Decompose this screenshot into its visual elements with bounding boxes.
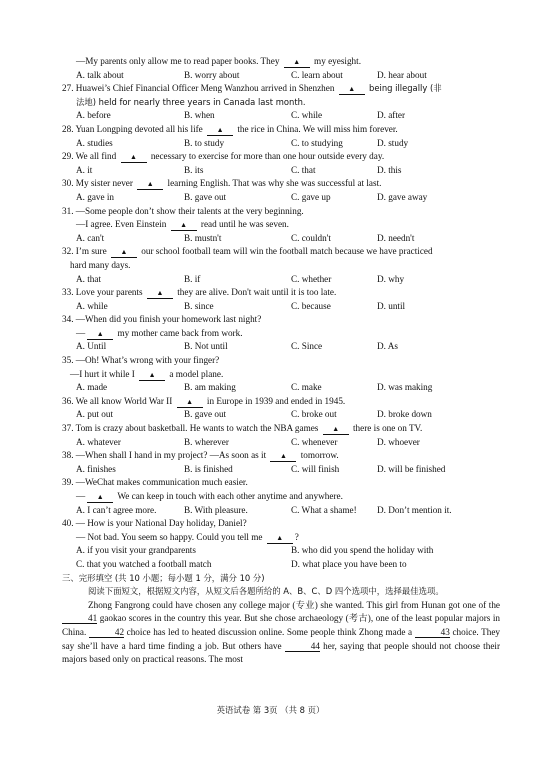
q28-stem: 28. Yuan Longping devoted all his life ▲ the rice in China. We will miss him forever. <box>62 123 398 134</box>
q31-reply: —I agree. Even Einstein ▲ read until he was seven. <box>76 219 289 230</box>
q39-stem: 39. —WeChat makes communication much easier. <box>62 477 248 488</box>
q31-options <box>62 232 500 246</box>
option-b: B. is finished <box>184 463 233 474</box>
q35-options <box>62 381 500 395</box>
option-b: B. since <box>184 300 214 311</box>
q40-stem: 40. — How is your National Day holiday, Daniel? <box>62 518 247 529</box>
option-b: B. mustn't <box>184 232 222 243</box>
option-b: B. am making <box>184 382 236 393</box>
q40-options-row1 <box>62 544 500 558</box>
q27-stem: 27. Huawei’s Chief Financial Officer Meng Wanzhou arrived in Shenzhen ▲ being illegally (非 <box>62 83 442 94</box>
answer-blank: ▲ <box>147 287 173 299</box>
q32-options <box>62 273 500 287</box>
option-d: D. hear about <box>377 69 427 80</box>
answer-blank: ▲ <box>137 178 163 190</box>
q26-options <box>62 69 500 83</box>
option-c: C. What a shame! <box>291 504 357 515</box>
option-c: C. couldn't <box>291 232 331 243</box>
option-b: B. worry about <box>184 69 240 80</box>
option-a: A. made <box>76 382 108 393</box>
option-c: C. while <box>291 110 323 121</box>
answer-blank: ▲ <box>87 491 113 503</box>
section-3-title: 三、完形填空 (共 10 小题；每小题 1 分，满分 10 分) <box>62 572 265 583</box>
q26-stem: —My parents only allow me to read paper books. They ▲ my eyesight. <box>76 56 361 66</box>
option-b: B. With pleasure. <box>184 504 248 515</box>
option-c: C. gave up <box>291 191 331 202</box>
q35-reply: —I hurt it while I ▲ a model plane. <box>70 368 224 379</box>
q37-stem: 37. Tom is crazy about basketball. He wants to watch the NBA games ▲ there is one on TV. <box>62 423 423 434</box>
q29-stem: 29. We all find ▲ necessary to exercise for more than one hour outside every day. <box>62 151 385 162</box>
q34-stem: 34. —When did you finish your homework last night? <box>62 314 262 325</box>
option-a: A. can't <box>76 232 105 243</box>
answer-blank: ▲ <box>177 396 203 408</box>
q33-options <box>62 300 500 314</box>
option-a: A. that <box>76 273 102 284</box>
q36-stem: 36. We all know World War II ▲ in Europe in 1939 and ended in 1945. <box>62 395 346 406</box>
option-a: A. if you visit your grandparents <box>76 545 196 556</box>
q40-reply: — Not bad. You seem so happy. Could you tell me ▲ ? <box>76 531 299 542</box>
q39-reply: — ▲ We can keep in touch with each other anytime and anywhere. <box>76 491 343 501</box>
q31-stem: 31. —Some people don’t show their talents at the very beginning. <box>62 205 304 216</box>
answer-blank: ▲ <box>207 124 233 136</box>
option-d: D. was making <box>377 382 433 393</box>
option-c: C. whenever <box>291 436 338 447</box>
q40-options-row2 <box>62 558 500 572</box>
q36-options <box>62 408 500 422</box>
answer-blank: ▲ <box>171 219 197 231</box>
option-a: A. I can’t agree more. <box>76 504 157 515</box>
option-a: A. whatever <box>76 436 121 447</box>
option-d: D. what place you have been to <box>291 558 407 569</box>
option-b: B. Not until <box>184 341 228 352</box>
option-d: D. whoever <box>377 436 420 447</box>
option-b: B. to study <box>184 137 225 148</box>
page-footer: 英语试卷 第 3页 （共 8 页） <box>216 705 325 715</box>
q37-options <box>62 436 500 450</box>
option-c: C. because <box>291 300 331 311</box>
answer-blank: ▲ <box>267 532 293 544</box>
option-a: A. talk about <box>76 69 124 80</box>
option-b: B. if <box>184 273 201 284</box>
option-d: D. after <box>377 110 406 121</box>
answer-blank: ▲ <box>111 246 137 258</box>
option-c: C. that <box>291 164 316 175</box>
q34-options <box>62 340 500 354</box>
option-d: D. gave away <box>377 191 428 202</box>
question-block <box>62 55 500 667</box>
option-c: C. that you watched a football match <box>76 558 212 569</box>
option-b: B. who did you spend the holiday with <box>291 545 434 556</box>
option-d: D. will be finished <box>377 463 446 474</box>
q29-options <box>62 164 500 178</box>
q33-stem: 33. Love your parents ▲ they are alive. Don't wait until it is too late. <box>62 287 337 298</box>
blank-44: 44 <box>285 641 320 652</box>
q27-options <box>62 109 500 123</box>
option-a: A. before <box>76 110 111 121</box>
option-b: B. its <box>184 164 204 175</box>
q38-options <box>62 463 500 477</box>
option-c: C. Since <box>291 341 323 352</box>
q38-stem: 38. —When shall I hand in my project? —As soon as it ▲ tomorrow. <box>62 450 339 461</box>
answer-blank: ▲ <box>339 83 365 95</box>
option-a: A. while <box>76 300 108 311</box>
option-b: B. gave out <box>184 191 227 202</box>
blank-41: 41 <box>62 613 97 624</box>
option-d: D. Don’t mention it. <box>377 504 452 515</box>
blank-43: 43 <box>415 627 450 638</box>
option-a: A. studies <box>76 137 113 148</box>
q28-options <box>62 137 500 151</box>
answer-blank: ▲ <box>270 450 296 462</box>
option-c: C. whether <box>291 273 332 284</box>
q30-stem: 30. My sister never ▲ learning English. That was why she was successful at last. <box>62 178 382 189</box>
option-c: C. to studying <box>291 137 343 148</box>
option-d: D. broke down <box>377 409 432 420</box>
option-a: A. it <box>76 164 93 175</box>
q27-stem-cont: 法地) held for nearly three years in Canada last month. <box>76 96 306 107</box>
option-d: D. until <box>377 300 406 311</box>
cloze-passage: Zhong Fangrong could have chosen any college major (专业) she wanted. This girl from Hunan got one of the 41 gaokao scores in the country this year. But she chose archaeology (考古), one of the least popular majors in China. 42 choice has led to heated discussion online. Some people think Zhong made a 43 choice. They say she’ll have a hard time finding a job. But others have 44 her, saying that people should not choose their majors based only on practical reasons. The most <box>62 599 501 665</box>
option-c: C. make <box>291 382 322 393</box>
option-d: D. needn't <box>377 232 415 243</box>
blank-42: 42 <box>89 627 124 638</box>
option-c: C. learn about <box>291 69 343 80</box>
option-c: C. will finish <box>291 463 340 474</box>
option-a: A. finishes <box>76 463 116 474</box>
q39-options <box>62 504 500 518</box>
option-d: D. this <box>377 164 402 175</box>
answer-blank: ▲ <box>121 151 147 163</box>
option-b: B. when <box>184 110 215 121</box>
option-d: D. why <box>377 273 405 284</box>
option-b: B. wherever <box>184 436 229 447</box>
option-a: A. gave in <box>76 191 115 202</box>
section-3-instructions: 阅读下面短文，根据短文内容，从短文后各题所给的 A、B、C、D 四个选项中，选择最佳选项。 <box>88 586 444 597</box>
q32-stem: 32. I’m sure ▲ our school football team will win the football match because we have practiced <box>62 246 433 257</box>
answer-blank: ▲ <box>284 56 310 68</box>
option-a: A. Until <box>76 341 107 352</box>
answer-blank: ▲ <box>87 328 113 340</box>
answer-blank: ▲ <box>139 369 165 381</box>
q35-stem: 35. —Oh! What’s wrong with your finger? <box>62 355 220 366</box>
answer-blank: ▲ <box>323 423 349 435</box>
q30-options <box>62 191 500 205</box>
q34-reply: — ▲ my mother came back from work. <box>76 327 243 338</box>
option-d: D. As <box>377 341 398 352</box>
option-a: A. put out <box>76 409 114 420</box>
option-c: C. broke out <box>291 409 337 420</box>
option-d: D. study <box>377 137 409 148</box>
q32-stem-cont: hard many days. <box>70 259 131 270</box>
option-b: B. gave out <box>184 409 227 420</box>
